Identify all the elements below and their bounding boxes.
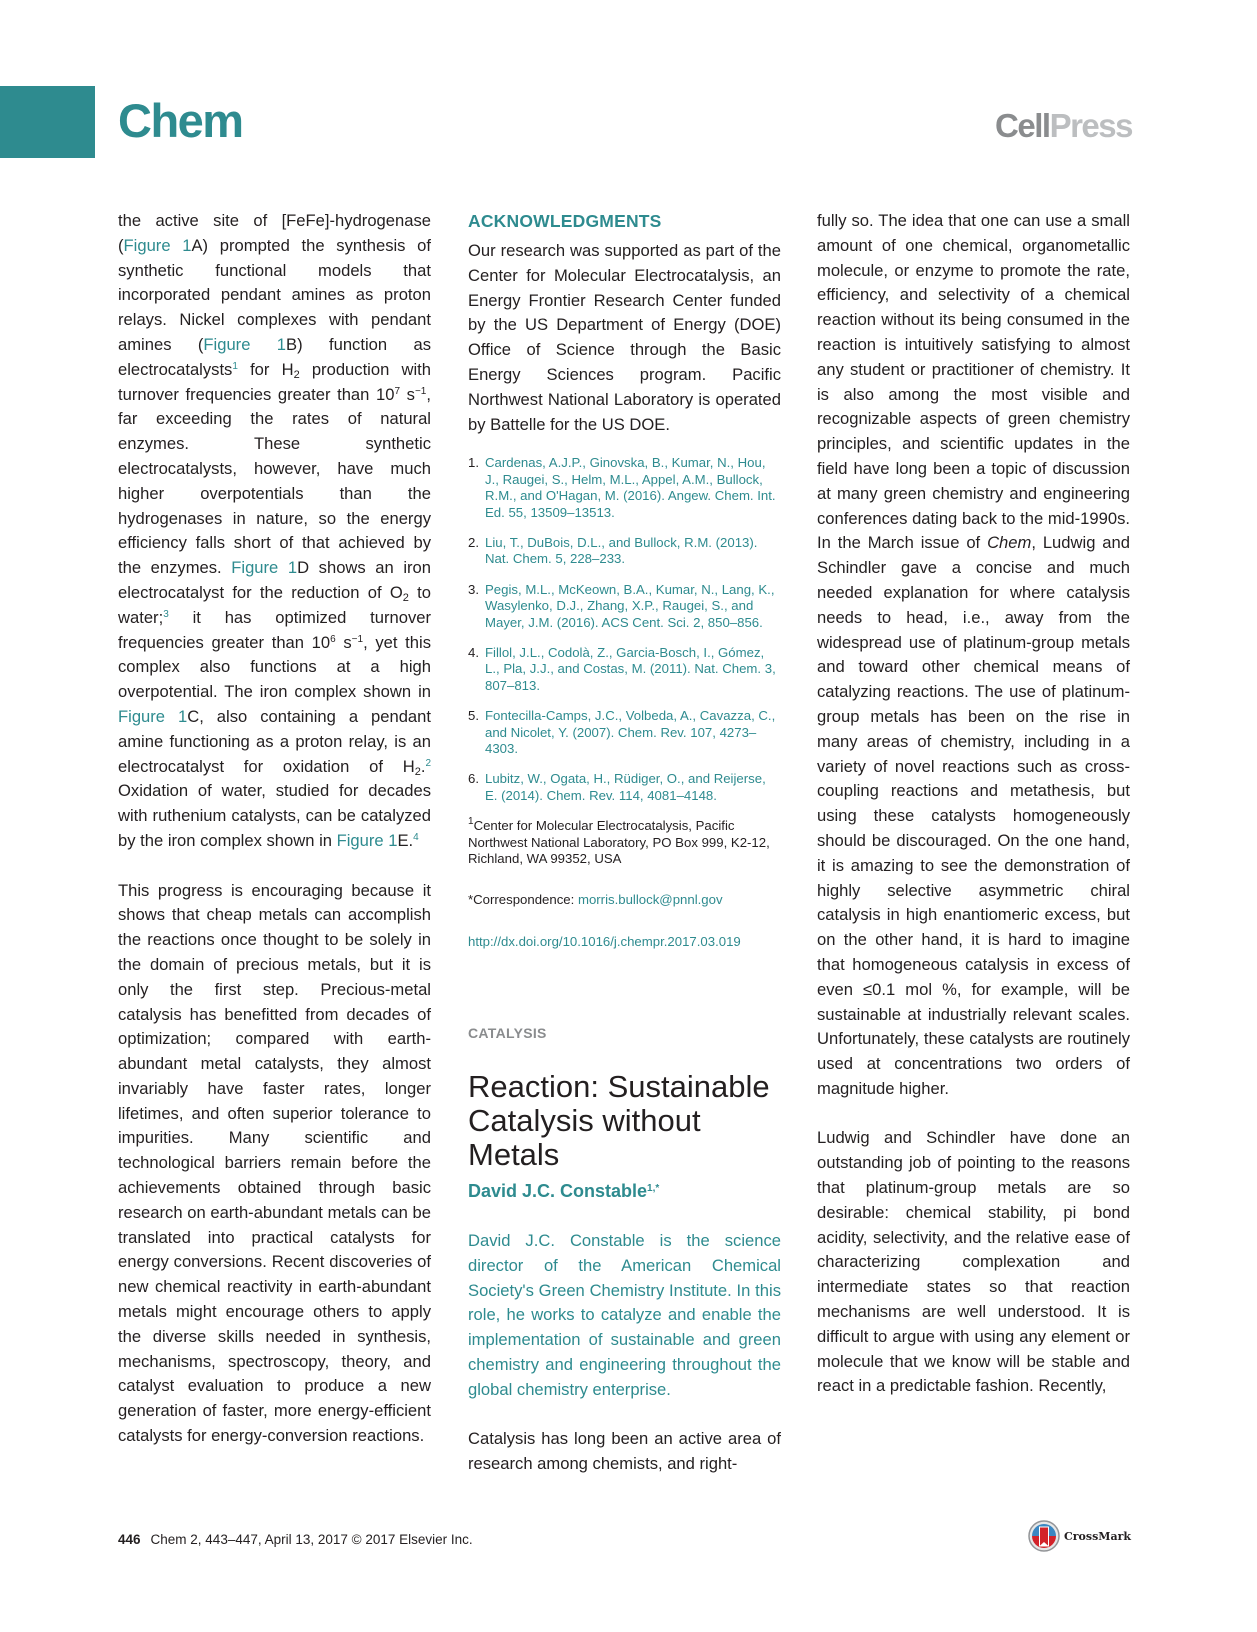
text-run: the active site of [FeFe]-hydrogenase ( [118,211,431,255]
subscript: 2 [293,368,300,381]
reference-number: 1. [468,455,479,471]
superscript: 6 [330,633,336,645]
affiliation [468,818,781,867]
superscript: −1 [414,385,427,397]
subscript: 2 [402,591,409,604]
correspondence-label: *Correspondence: [468,892,578,908]
citation: Chem 2, 443–447, April 13, 2017 © 2017 Elsevier Inc. [150,1532,473,1547]
reference-link[interactable]: 4 [413,831,419,843]
text-run: , Ludwig and Schindler gave a concise and much needed explanation for where catalysis needs to head, i.e., away from the widespread use of platinum-group metals and toward other chemical means of catalyzing reactions. The use of platinum-group metals has been on the rise in many areas of chemistry, including in a variety of novel reactions such as cross-coupling reactions and metathesis, but using these catalysts homogeneously should be discouraged. On the one hand, it is amazing to see the demonstration of highly selective asymmetric chiral catalysis in high enantiomeric excess, but on the other hand, it is hard to imagine that homogeneous catalysis in excess of even ≤0.1 mol %, for example, will be sustainable at industrially relevant scales. Unfortunately, these catalysts are routinely used at concentrations two orders of magnitude higher. [817,533,1130,1098]
reference-item [468,708,781,757]
text-run: for H [237,359,294,379]
reference-number: 2. [468,535,479,550]
text-run: production with turnover frequencies greater than 10 [118,359,431,404]
paragraph-catalysis [817,209,1130,1102]
reference-item [468,535,781,568]
reference-number: 4. [468,645,479,661]
text-run: D shows an iron electrocatalyst for the reduction of O [118,558,431,602]
crossmark-icon [1028,1520,1060,1552]
reference-link[interactable]: 1 [232,360,238,372]
reference-link[interactable]: Fillol, J.L., Codolà, Z., Garcia-Bosch, I., Gómez, L., Pla, J.J., and Costas, M. (2011). Nat. Chem. 3, 807–813. [485,645,776,693]
superscript: 7 [394,385,401,397]
column-middle [468,209,781,1477]
correspondence [468,892,781,908]
affiliation-text: Center for Molecular Electrocatalysis, Pacific Northwest National Laboratory, PO Box 999, K2-12, Richland, WA 99352, USA [468,818,770,867]
reference-number: 6. [468,771,479,787]
superscript: −1 [351,633,364,645]
crossmark-badge[interactable] [1028,1520,1131,1552]
page-footer [118,1531,473,1549]
author-name [468,1178,781,1204]
text-run: to water; [118,582,431,627]
reference-link[interactable]: 2 [425,757,431,769]
reference-list [468,455,781,804]
acknowledgments-heading: ACKNOWLEDGMENTS [468,211,662,231]
reference-item [468,455,781,521]
reference-link[interactable]: Lubitz, W., Ogata, H., Rüdiger, O., and Reijerse, E. (2014). Chem. Rev. 114, 4081–4148. [485,771,766,803]
publisher-logo-cell: Cell [995,107,1050,144]
header-color-block [0,86,95,158]
text-run: C, also containing a pendant amine functioning as a proton relay, is an electrocatalyst for oxidation of H [118,706,431,776]
acknowledgments-text: Our research was supported as part of the Center for Molecular Electrocatalysis, an Energy Frontier Research Center funded by the US Department of Energy (DOE) Office of Science through the Basic Energy Sciences program. Pacific Northwest National Laboratory is operated by Battelle for the US DOE. [468,241,781,434]
reference-item [468,771,781,804]
publisher-logo [995,106,1132,146]
text-run: A) prompted the synthesis of synthetic functional models that incorporated pendant amines as proton relays. Nickel complexes with pendant amines ( [118,235,431,354]
text-run: . [420,756,426,776]
section-label: CATALYSIS [468,1024,547,1041]
article-title: Reaction: Sustainable Catalysis without Metals [468,1069,770,1173]
body-start: Catalysis has long been an active area of research among chemists, and right- [468,1429,781,1474]
text-run: fully so. The idea that one can use a small amount of one chemical, organometallic molecule, or enzyme to promote the rate, efficiency, and selectivity of a chemical reaction without its being consumed in the reaction is intuitively satisfying to almost any student or practitioner of chemistry. It is also among the most visible and recognizable aspects of green chemistry principles, and scientific updates in the field have long been a topic of discussion at many green chemistry and engineering conferences dating back to the mid-1990s. In the March issue of [817,211,1130,553]
text-run: , yet this complex also functions at a high overpotential. The iron complex shown in [118,632,431,702]
affiliation-mark: 1 [468,816,474,828]
column-right [817,209,1130,1424]
column-left [118,209,431,1474]
text-run: E. [397,830,414,850]
author-bio: David J.C. Constable is the science director of the American Chemical Society's Green Chemistry Institute. In this role, he works to catalyze and enable the implementation of sustainable and green chemistry and engineering throughout the global chemistry enterprise. [468,1231,781,1399]
crossmark-label: CrossMark [1064,1529,1131,1543]
subscript: 2 [414,765,421,778]
reference-link[interactable]: Fontecilla-Camps, J.C., Volbeda, A., Cavazza, C., and Nicolet, Y. (2007). Chem. Rev. 107, 4273–4303. [485,708,776,757]
reference-item [468,645,781,694]
reference-link[interactable]: Pegis, M.L., McKeown, B.A., Kumar, N., Lang, K., Wasylenko, D.J., Zhang, X.P., Raugei, S., and Mayer, J.M. (2016). ACS Cent. Sci. 2, 850–856. [485,581,775,630]
author-mark: 1,* [647,1183,660,1195]
reference-link[interactable]: Liu, T., DuBois, D.L., and Bullock, R.M. (2013). Nat. Chem. 5, 228–233. [485,535,758,567]
figure-link[interactable]: Figure 1 [123,235,192,255]
doi-link[interactable]: http://dx.doi.org/10.1016/j.chempr.2017.03.019 [468,933,741,949]
paragraph-ludwig: Ludwig and Schindler have done an outstanding job of pointing to the reasons that platinum-group metals are so desirable: chemical stability, pi bond acidity, selectivity, and the relative ease of characterizing complexation and intermediate states so that reaction mechanisms are well understood. It is difficult to argue with using any element or molecule that we know will be stable and react in a predictable fashion. Recently, [817,1128,1130,1396]
reference-item [468,582,781,631]
reference-link[interactable]: Cardenas, A.J.P., Ginovska, B., Kumar, N., Hou, J., Raugei, S., Helm, M.L., Appel, A.M., Bullock, R.M., and O'Hagan, M. (2016). Angew. Chem. Int. Ed. 55, 13509–13513. [485,455,776,520]
text-run: B) function as electrocatalysts [118,334,431,379]
reference-number: 3. [468,581,479,597]
text-run: s [335,632,352,652]
figure-link[interactable]: Figure 1 [203,334,287,354]
journal-name-italic: Chem [987,533,1032,553]
text-run: s [400,384,415,404]
figure-link[interactable]: Figure 1 [231,558,298,578]
publisher-logo-press: Press [1049,107,1132,144]
reference-number: 5. [468,708,479,724]
text-run: , far exceeding the rates of natural enzymes. These synthetic electrocatalysts, however, have much higher overpotentials than the hydrogenases in nature, so the energy efficiency falls short of that achieved by the enzymes. [118,384,431,578]
text-run: it has optimized turnover frequencies greater than 10 [118,607,431,652]
paragraph-progress: This progress is encouraging because it shows that cheap metals can accomplish the reactions once thought to be solely in the domain of precious metals, but it is only the first step. Precious-metal catalysis has benefitted from decades of optimization; compared with earth-abundant metal catalysts, they almost invariably have faster rates, longer lifetimes, and often superior tolerance to impurities. Many scientific and technological barriers remain before the achievements obtained through basic research on earth-abundant metals can be translated into practical catalysts for energy conversions. Recent discoveries of new chemical reactivity in earth-abundant metals might encourage others to apply the diverse skills needed in synthesis, mechanisms, spectroscopy, theory, and catalyst evaluation to produce a new generation of faster, more energy-efficient catalysts for energy-conversion reactions. [118,880,431,1446]
figure-link[interactable]: Figure 1 [336,830,398,850]
reference-link[interactable]: 3 [163,608,169,620]
figure-link[interactable]: Figure 1 [118,706,188,726]
page-number: 446 [118,1532,141,1547]
text-run: Oxidation of water, studied for decades with ruthenium catalysts, can be catalyzed by the iron complex shown in [118,781,431,850]
journal-title: Chem [118,94,243,147]
author-text: David J.C. Constable [468,1181,648,1202]
paragraph-hydrogenase [118,209,431,854]
correspondence-email-link[interactable]: morris.bullock@pnnl.gov [577,892,723,908]
